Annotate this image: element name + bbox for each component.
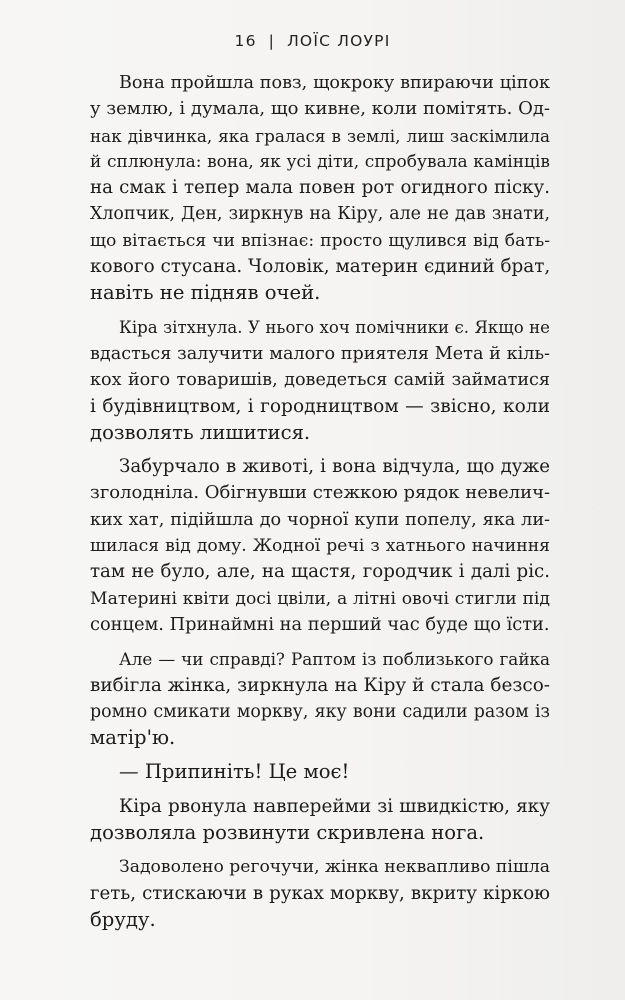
text-line: бруду. xyxy=(90,907,156,931)
text-line: і будівництвом, і городництвом — звісно, коли xyxy=(90,395,550,417)
text-line: шилася від дому. Жодної речі з хатнього начиння xyxy=(90,536,550,557)
paragraph xyxy=(90,315,550,446)
text-line: матір'ю. xyxy=(90,726,176,750)
page-number: 16 xyxy=(234,32,257,50)
text-line: кох його товаришів, доведеться самій займатися xyxy=(90,370,550,391)
text-line: дозволять лишитися. xyxy=(90,420,311,444)
text-line: вибігла жінка, зиркнула на Кіру й стала безсо- xyxy=(90,674,550,696)
text-line: й сплюнула: вона, як усі діти, спробувала камінців xyxy=(90,151,550,172)
text-line: Хлопчик, Ден, зиркнув на Кіру, але не дав знати, xyxy=(90,204,550,225)
text-line: сонцем. Принаймні на перший час буде що їсти. xyxy=(90,613,550,635)
text-line: — Припиніть! Це моє! xyxy=(119,760,350,784)
text-line: кового стусана. Чоловік, материн єдиний брат, xyxy=(90,256,551,278)
text-line: Задоволено регочучи, жінка неквапливо пішла xyxy=(119,857,550,878)
text-line: Вона пройшла повз, щокроку впираючи ціпок xyxy=(119,73,550,93)
text-line: навіть не підняв очей. xyxy=(90,281,321,305)
paragraph xyxy=(90,70,550,307)
text-line: Забурчало в животі, і вона відчула, що дуже xyxy=(119,456,550,478)
paragraph xyxy=(90,854,550,933)
text-line: зголодніла. Обігнувши стежкою рядок невелич- xyxy=(90,482,551,504)
text-line: Але — чи справді? Раптом із поблизького гайка xyxy=(119,649,550,670)
text-line: вдасться залучити малого приятеля Мета й кіль- xyxy=(90,343,550,364)
header-separator: | xyxy=(268,32,276,50)
text-line: що вітається чи впізнає: просто щулився від бать- xyxy=(90,230,550,251)
text-line: ких хат, підійшла до чорної купи попелу, яка ли- xyxy=(90,509,550,530)
text-line: ромно смикати моркву, яку вони садили разом із xyxy=(90,701,550,722)
text-line: у землю, і думала, що кивне, коли помітять. Од- xyxy=(90,98,550,120)
text-line: геть, стискаючи в руках моркву, вкриту кіркою xyxy=(90,882,550,904)
paragraph xyxy=(90,646,550,751)
body-text xyxy=(90,70,550,941)
text-line: нак дівчинка, яка гралася в землі, лиш заскімлила xyxy=(90,125,550,146)
paragraph xyxy=(90,759,550,785)
author-name: ЛОЇС ЛОУРІ xyxy=(287,32,391,50)
text-line: дозволяла розвинути скривлена нога. xyxy=(90,821,485,845)
text-line: Кіра зітхнула. У нього хоч помічники є. Якщо не xyxy=(119,317,550,337)
running-head xyxy=(0,32,625,50)
paragraph xyxy=(90,454,550,638)
text-line: Материні квіти досі цвіли, а літні овочі стигли під xyxy=(90,588,550,609)
text-line: там не було, але, на щастя, городчик і далі ріс. xyxy=(90,561,550,583)
text-line: Кіра рвонула навперейми зі швидкістю, яку xyxy=(119,795,550,817)
text-line: на смак і тепер мала повен рот огидного піску. xyxy=(90,177,550,199)
paragraph xyxy=(90,794,550,847)
